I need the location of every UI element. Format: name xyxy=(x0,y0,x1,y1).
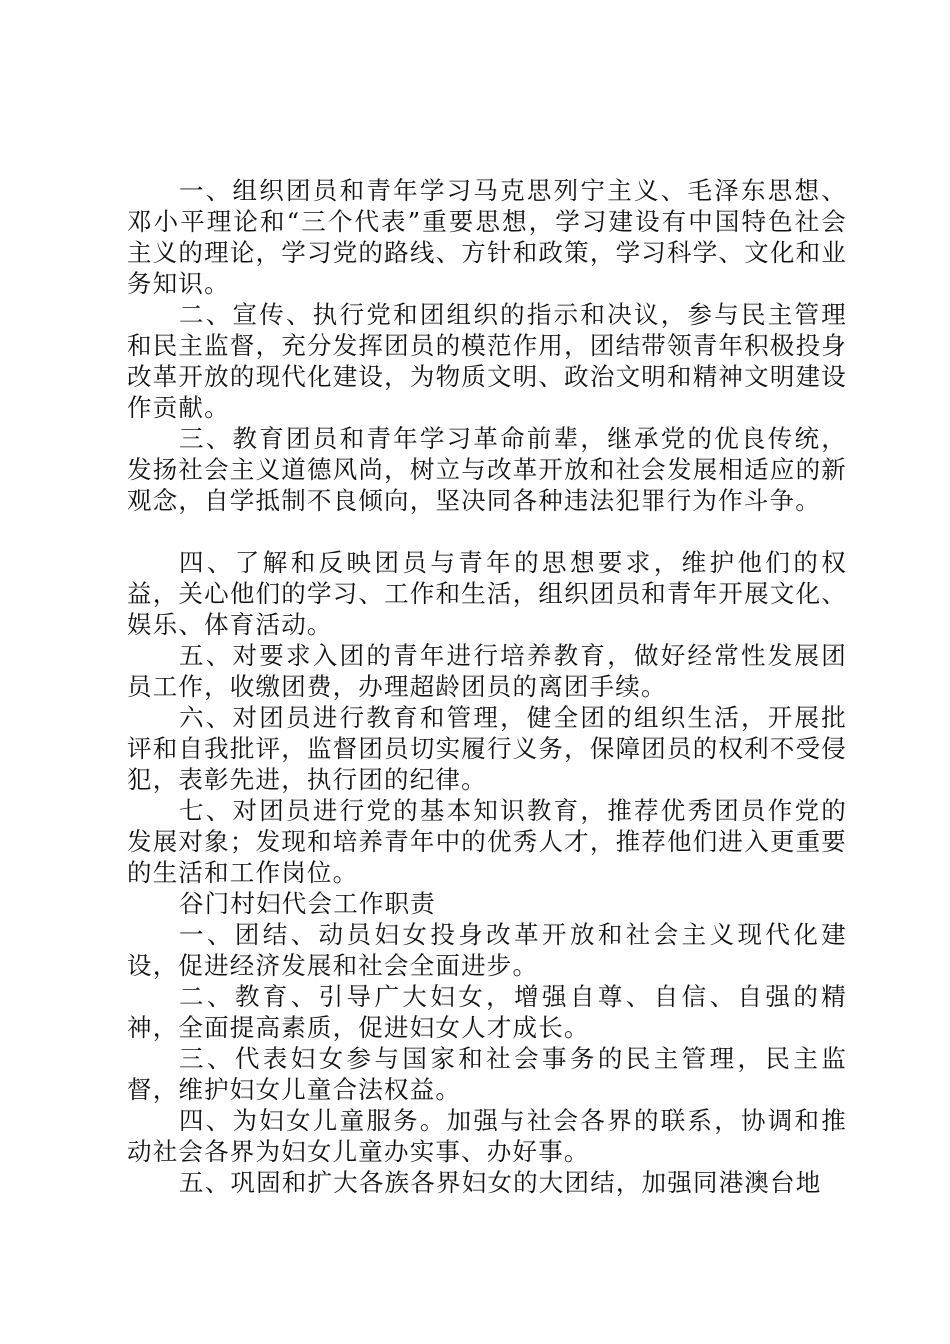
section-paragraph-1: 一、团结、动员妇女投身改革开放和社会主义现代化建设，促进经济发展和社会全面进步。 xyxy=(127,920,847,980)
section-paragraph-5: 五、巩固和扩大各族各界妇女的大团结，加强同港澳台地 xyxy=(179,1168,822,1197)
section-paragraph-3: 三、代表妇女参与国家和社会事务的民主管理，民主监督，维护妇女儿童合法权益。 xyxy=(127,1044,847,1104)
paragraph-7: 七、对团员进行党的基本知识教育，推荐优秀团员作党的发展对象；发现和培养青年中的优秀人才，推荐他们进入更重要的生活和工作岗位。 xyxy=(127,796,847,887)
paragraph-6: 六、对团员进行教育和管理，健全团的组织生活，开展批评和自我批评，监督团员切实履行义务，保障团员的权利不受侵犯，表彰先进，执行团的纪律。 xyxy=(127,703,847,794)
paragraph-1: 一、组织团员和青年学习马克思列宁主义、毛泽东思想、邓小平理论和“三个代表”重要思想，学习建设有中国特色社会主义的理论，学习党的路线、方针和政策，学习科学、文化和业务知识。 xyxy=(127,176,847,298)
paragraph-2: 二、宣传、执行党和团组织的指示和决议，参与民主管理和民主监督，充分发挥团员的模范作用，团结带领青年积极投身改革开放的现代化建设，为物质文明、政治文明和精神文明建设作贡献。 xyxy=(127,300,847,422)
blank-line xyxy=(127,516,847,547)
paragraph-4: 四、了解和反映团员与青年的思想要求，维护他们的权益，关心他们的学习、工作和生活，组织团员和青年开展文化、娱乐、体育活动。 xyxy=(127,548,847,639)
paragraph-3: 三、教育团员和青年学习革命前辈，继承党的优良传统，发扬社会主义道德风尚，树立与改革开放和社会发展相适应的新观念，自学抵制不良倾向，坚决同各种违法犯罪行为作斗争。 xyxy=(127,424,847,515)
section-title: 谷门村妇代会工作职责 xyxy=(179,889,436,918)
section-paragraph-4: 四、为妇女儿童服务。加强与社会各界的联系，协调和推动社会各界为妇女儿童办实事、办好事。 xyxy=(127,1106,847,1166)
section-paragraph-2: 二、教育、引导广大妇女，增强自尊、自信、自强的精神，全面提高素质，促进妇女人才成长。 xyxy=(127,982,847,1042)
paragraph-5: 五、对要求入团的青年进行培养教育，做好经常性发展团员工作，收缴团费，办理超龄团员的离团手续。 xyxy=(127,641,847,701)
document-body xyxy=(127,175,847,1198)
